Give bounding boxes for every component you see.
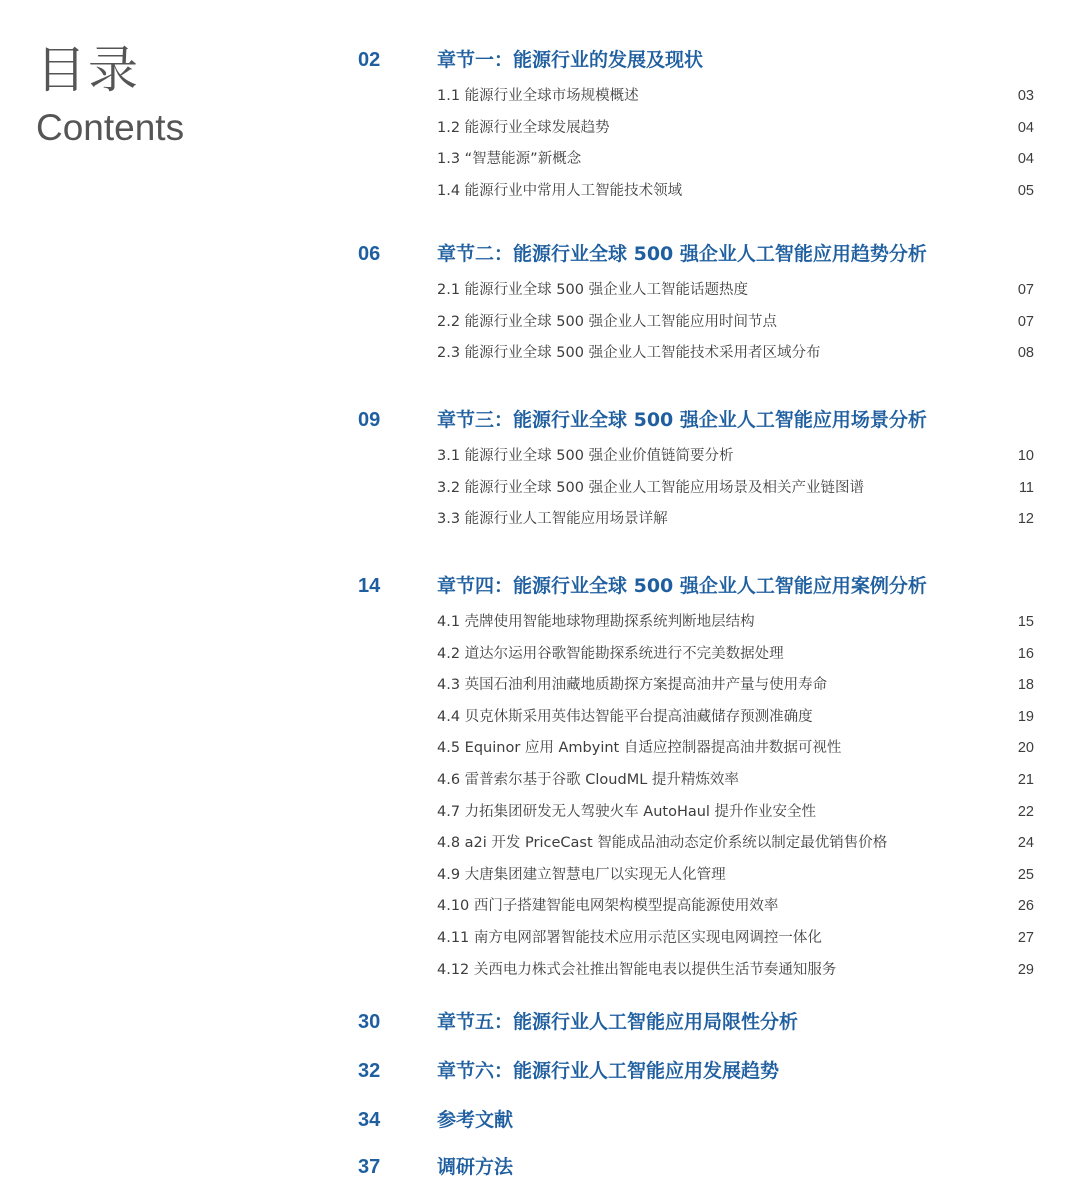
chapter-page-number: 32 bbox=[358, 1060, 381, 1082]
section-row[interactable] bbox=[0, 507, 1080, 531]
section-title: 2.2 能源行业全球 500 强企业人工智能应用时间节点 bbox=[437, 313, 778, 330]
chapter-row[interactable] bbox=[0, 44, 1080, 76]
chapter-title: 章节六：能源行业人工智能应用发展趋势 bbox=[437, 1060, 780, 1082]
section-row[interactable] bbox=[0, 863, 1080, 887]
section-row[interactable] bbox=[0, 147, 1080, 171]
chapter-row[interactable] bbox=[0, 1006, 1080, 1038]
section-page-number: 25 bbox=[1017, 866, 1034, 883]
section-row[interactable] bbox=[0, 476, 1080, 500]
section-title: 1.3 “智慧能源”新概念 bbox=[437, 151, 582, 168]
section-page-number: 12 bbox=[1017, 511, 1034, 528]
chapter-row[interactable] bbox=[0, 570, 1080, 602]
section-page-number: 19 bbox=[1017, 708, 1034, 725]
section-title: 4.8 a2i 开发 PriceCast 智能成品油动态定价系统以制定最优销售价格 bbox=[437, 835, 888, 852]
section-page-number: 21 bbox=[1017, 772, 1034, 788]
chapter-row[interactable] bbox=[0, 1055, 1080, 1087]
section-page-number: 05 bbox=[1017, 182, 1034, 199]
section-row[interactable] bbox=[0, 800, 1080, 824]
section-page-number: 04 bbox=[1017, 119, 1034, 136]
section-title: 1.1 能源行业全球市场规模概述 bbox=[437, 88, 639, 104]
chapter-page-number: 14 bbox=[358, 575, 381, 597]
chapter-page-number: 30 bbox=[358, 1011, 381, 1033]
section-title: 3.3 能源行业人工智能应用场景详解 bbox=[437, 511, 668, 528]
chapter-page-number: 34 bbox=[358, 1109, 381, 1131]
section-row[interactable] bbox=[0, 341, 1080, 365]
chapter-title: 章节一：能源行业的发展及现状 bbox=[437, 49, 704, 71]
section-row[interactable] bbox=[0, 673, 1080, 697]
page-subtitle: Contents bbox=[36, 107, 185, 148]
section-page-number: 24 bbox=[1017, 835, 1034, 852]
section-row[interactable] bbox=[0, 84, 1080, 108]
chapter-title: 章节二：能源行业全球 500 强企业人工智能应用趋势分析 bbox=[437, 243, 927, 265]
section-title: 4.5 Equinor 应用 Ambyint 自适应控制器提高油井数据可视性 bbox=[437, 740, 842, 757]
section-page-number: 11 bbox=[1018, 479, 1034, 496]
section-page-number: 07 bbox=[1017, 282, 1034, 298]
section-title: 4.7 力拓集团研发无人驾驶火车 AutoHaul 提升作业安全性 bbox=[437, 803, 817, 820]
section-page-number: 16 bbox=[1017, 645, 1034, 662]
section-page-number: 18 bbox=[1017, 677, 1034, 694]
section-page-number: 22 bbox=[1017, 803, 1034, 820]
chapter-title: 调研方法 bbox=[437, 1156, 514, 1178]
section-title: 4.4 贝克休斯采用英伟达智能平台提高油藏储存预测准确度 bbox=[437, 708, 813, 725]
section-page-number: 26 bbox=[1017, 898, 1034, 915]
section-title: 1.2 能源行业全球发展趋势 bbox=[437, 119, 610, 136]
chapter-row[interactable] bbox=[0, 1151, 1080, 1183]
section-title: 2.3 能源行业全球 500 强企业人工智能技术采用者区域分布 bbox=[437, 345, 821, 362]
section-page-number: 15 bbox=[1017, 614, 1034, 630]
section-page-number: 27 bbox=[1017, 930, 1034, 946]
section-row[interactable] bbox=[0, 768, 1080, 792]
section-title: 2.1 能源行业全球 500 强企业人工智能话题热度 bbox=[437, 282, 749, 298]
chapter-title: 参考文献 bbox=[437, 1109, 514, 1131]
section-title: 3.1 能源行业全球 500 强企业价值链简要分析 bbox=[437, 448, 734, 464]
section-title: 4.6 雷普索尔基于谷歌 CloudML 提升精炼效率 bbox=[437, 772, 739, 788]
section-title: 4.2 道达尔运用谷歌智能勘探系统进行不完美数据处理 bbox=[437, 645, 784, 662]
section-page-number: 20 bbox=[1017, 740, 1034, 757]
section-row[interactable] bbox=[0, 831, 1080, 855]
section-row[interactable] bbox=[0, 958, 1080, 982]
chapter-page-number: 06 bbox=[358, 243, 381, 265]
section-title: 4.12 关西电力株式会社推出智能电表以提供生活节奏通知服务 bbox=[437, 961, 837, 978]
section-row[interactable] bbox=[0, 116, 1080, 140]
section-page-number: 03 bbox=[1017, 88, 1034, 104]
section-title: 4.9 大唐集团建立智慧电厂以实现无人化管理 bbox=[437, 866, 726, 883]
chapter-title: 章节三：能源行业全球 500 强企业人工智能应用场景分析 bbox=[437, 409, 927, 431]
chapter-page-number: 37 bbox=[358, 1156, 381, 1178]
chapter-row[interactable] bbox=[0, 404, 1080, 436]
section-row[interactable] bbox=[0, 310, 1080, 334]
section-row[interactable] bbox=[0, 736, 1080, 760]
page-title: 目录 bbox=[36, 41, 140, 99]
chapter-page-number: 09 bbox=[358, 409, 381, 431]
section-title: 3.2 能源行业全球 500 强企业人工智能应用场景及相关产业链图谱 bbox=[437, 479, 865, 496]
section-row[interactable] bbox=[0, 610, 1080, 634]
section-title: 4.3 英国石油利用油藏地质勘探方案提高油井产量与使用寿命 bbox=[437, 677, 828, 694]
chapter-row[interactable] bbox=[0, 1104, 1080, 1136]
section-page-number: 08 bbox=[1017, 345, 1034, 362]
section-row[interactable] bbox=[0, 278, 1080, 302]
section-title: 4.11 南方电网部署智能技术应用示范区实现电网调控一体化 bbox=[437, 930, 822, 946]
section-title: 4.10 西门子搭建智能电网架构模型提高能源使用效率 bbox=[437, 898, 779, 915]
chapter-row[interactable] bbox=[0, 238, 1080, 270]
chapter-page-number: 02 bbox=[358, 49, 381, 71]
section-title: 4.1 壳牌使用智能地球物理勘探系统判断地层结构 bbox=[437, 614, 755, 630]
section-row[interactable] bbox=[0, 179, 1080, 203]
section-title: 1.4 能源行业中常用人工智能技术领域 bbox=[437, 182, 683, 199]
section-row[interactable] bbox=[0, 894, 1080, 918]
section-page-number: 07 bbox=[1017, 313, 1034, 330]
section-row[interactable] bbox=[0, 444, 1080, 468]
section-page-number: 10 bbox=[1017, 448, 1034, 464]
section-row[interactable] bbox=[0, 642, 1080, 666]
chapter-title: 章节五：能源行业人工智能应用局限性分析 bbox=[437, 1011, 799, 1033]
section-page-number: 04 bbox=[1017, 151, 1034, 168]
section-page-number: 29 bbox=[1017, 961, 1034, 978]
chapter-title: 章节四：能源行业全球 500 强企业人工智能应用案例分析 bbox=[437, 575, 927, 597]
section-row[interactable] bbox=[0, 705, 1080, 729]
section-row[interactable] bbox=[0, 926, 1080, 950]
